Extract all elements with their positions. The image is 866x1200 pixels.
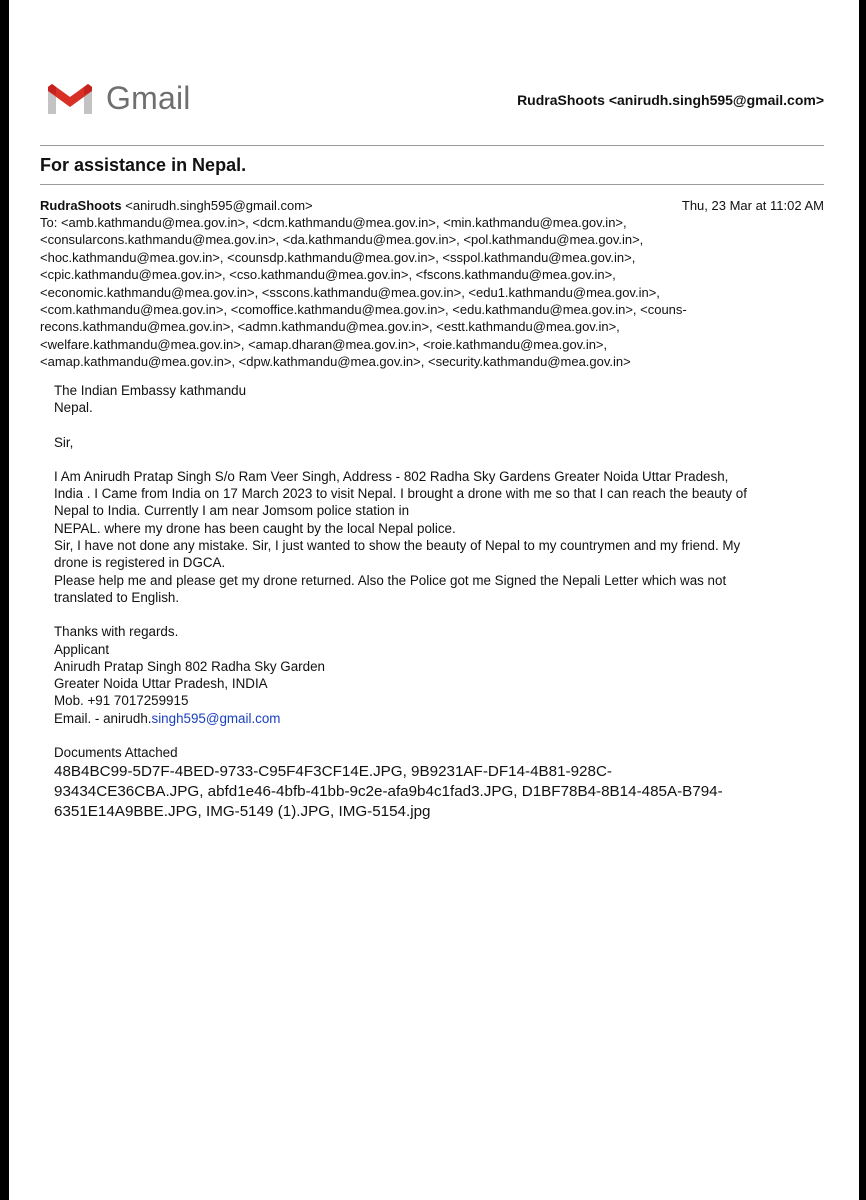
sender-address: <anirudh.singh595@gmail.com> bbox=[125, 198, 313, 213]
divider bbox=[40, 184, 824, 185]
recipients-line: <economic.kathmandu@mea.gov.in>, <sscons.kathmandu@mea.gov.in>, <edu1.kathmandu@mea.gov.in>, bbox=[40, 284, 660, 300]
body-line: Please help me and please get my drone returned. Also the Police got me Signed the Nepali Letter which was not bbox=[54, 572, 727, 588]
body-line: translated to English. bbox=[54, 589, 180, 605]
gmail-wordmark: Gmail bbox=[106, 80, 191, 116]
email-meta bbox=[40, 197, 824, 371]
signature-role: Applicant bbox=[54, 641, 110, 657]
body-line: drone is registered in DGCA. bbox=[54, 555, 226, 571]
recipients-line: To: <amb.kathmandu@mea.gov.in>, <dcm.kathmandu@mea.gov.in>, <min.kathmandu@mea.gov.in>, bbox=[40, 215, 627, 230]
recipients-line: <consularcons.kathmandu@mea.gov.in>, <da.kathmandu@mea.gov.in>, <pol.kathmandu@mea.gov.in>, bbox=[40, 232, 644, 248]
recipients-line: recons.kathmandu@mea.gov.in>, <admn.kathmandu@mea.gov.in>, <estt.kathmandu@mea.gov.in>, bbox=[40, 319, 620, 335]
attachments-label: Documents Attached bbox=[54, 745, 178, 760]
closing-line: Thanks with regards. bbox=[54, 624, 179, 640]
salutation: Sir, bbox=[54, 434, 74, 450]
account-label: RudraShoots <anirudh.singh595@gmail.com> bbox=[517, 92, 824, 108]
from-line bbox=[40, 197, 824, 214]
body-line: India . I Came from India on 17 March 2023 to visit Nepal. I brought a drone with me so that I can reach the beauty of bbox=[54, 486, 747, 502]
addressee-line: Nepal. bbox=[54, 400, 93, 416]
attachments-list bbox=[54, 762, 824, 822]
attachment-line: 6351E14A9BBE.JPG, IMG-5149 (1).JPG, IMG-5154.jpg bbox=[54, 803, 431, 821]
signature-name: Anirudh Pratap Singh 802 Radha Sky Garden bbox=[54, 658, 325, 674]
attachment-line: 48B4BC99-5D7F-4BED-9733-C95F4F3CF14E.JPG, 9B9231AF-DF14-4B81-928C- bbox=[54, 763, 612, 781]
body-line: Nepal to India. Currently I am near Jomsom police station in bbox=[54, 503, 410, 519]
gmail-logo bbox=[46, 80, 191, 117]
body-line: I Am Anirudh Pratap Singh S/o Ram Veer Singh, Address - 802 Radha Sky Gardens Greater Noida Uttar Pradesh, bbox=[54, 468, 729, 484]
recipients-line: <cpic.kathmandu@mea.gov.in>, <cso.kathmandu@mea.gov.in>, <fscons.kathmandu@mea.gov.in>, bbox=[40, 267, 616, 283]
recipients-line: <amap.kathmandu@mea.gov.in>, <dpw.kathmandu@mea.gov.in>, <security.kathmandu@mea.gov.in> bbox=[40, 354, 631, 370]
right-frame-border bbox=[859, 0, 866, 1200]
body-line: Sir, I have not done any mistake. Sir, I just wanted to show the beauty of Nepal to my countrymen and my friend. My bbox=[54, 538, 741, 554]
recipients-line: <com.kathmandu@mea.gov.in>, <comoffice.kathmandu@mea.gov.in>, <edu.kathmandu@mea.gov.in>, <couns- bbox=[40, 302, 687, 318]
signature-mobile: Mob. +91 7017259915 bbox=[54, 693, 189, 709]
email-date: Thu, 23 Mar at 11:02 AM bbox=[681, 198, 824, 213]
left-frame-border bbox=[0, 0, 9, 1200]
addressee-line: The Indian Embassy kathmandu bbox=[54, 383, 247, 398]
email-prefix: Email. - anirudh. bbox=[54, 710, 152, 726]
signature-city: Greater Noida Uttar Pradesh, INDIA bbox=[54, 676, 268, 692]
recipients-list bbox=[40, 214, 824, 371]
attachment-line: 93434CE36CBA.JPG, abfd1e46-4bfb-41bb-9c2e-afa9b4c1fad3.JPG, D1BF78B4-8B14-485A-B794- bbox=[54, 783, 723, 801]
signature-email bbox=[54, 710, 824, 727]
attachments-section bbox=[54, 744, 824, 822]
gmail-m-icon bbox=[46, 81, 94, 117]
recipients-line: <welfare.kathmandu@mea.gov.in>, <amap.dharan@mea.gov.in>, <roie.kathmandu@mea.gov.in>, bbox=[40, 336, 608, 352]
email-link[interactable]: singh595@gmail.com bbox=[151, 710, 281, 726]
print-header bbox=[46, 78, 824, 122]
recipients-line: <hoc.kathmandu@mea.gov.in>, <counsdp.kathmandu@mea.gov.in>, <sspol.kathmandu@mea.gov.in>, bbox=[40, 249, 636, 265]
sender-name: RudraShoots bbox=[40, 198, 122, 213]
email-subject: For assistance in Nepal. bbox=[40, 155, 247, 175]
body-line: NEPAL. where my drone has been caught by the local Nepal police. bbox=[54, 520, 456, 536]
email-body bbox=[54, 382, 824, 727]
divider bbox=[40, 145, 824, 146]
